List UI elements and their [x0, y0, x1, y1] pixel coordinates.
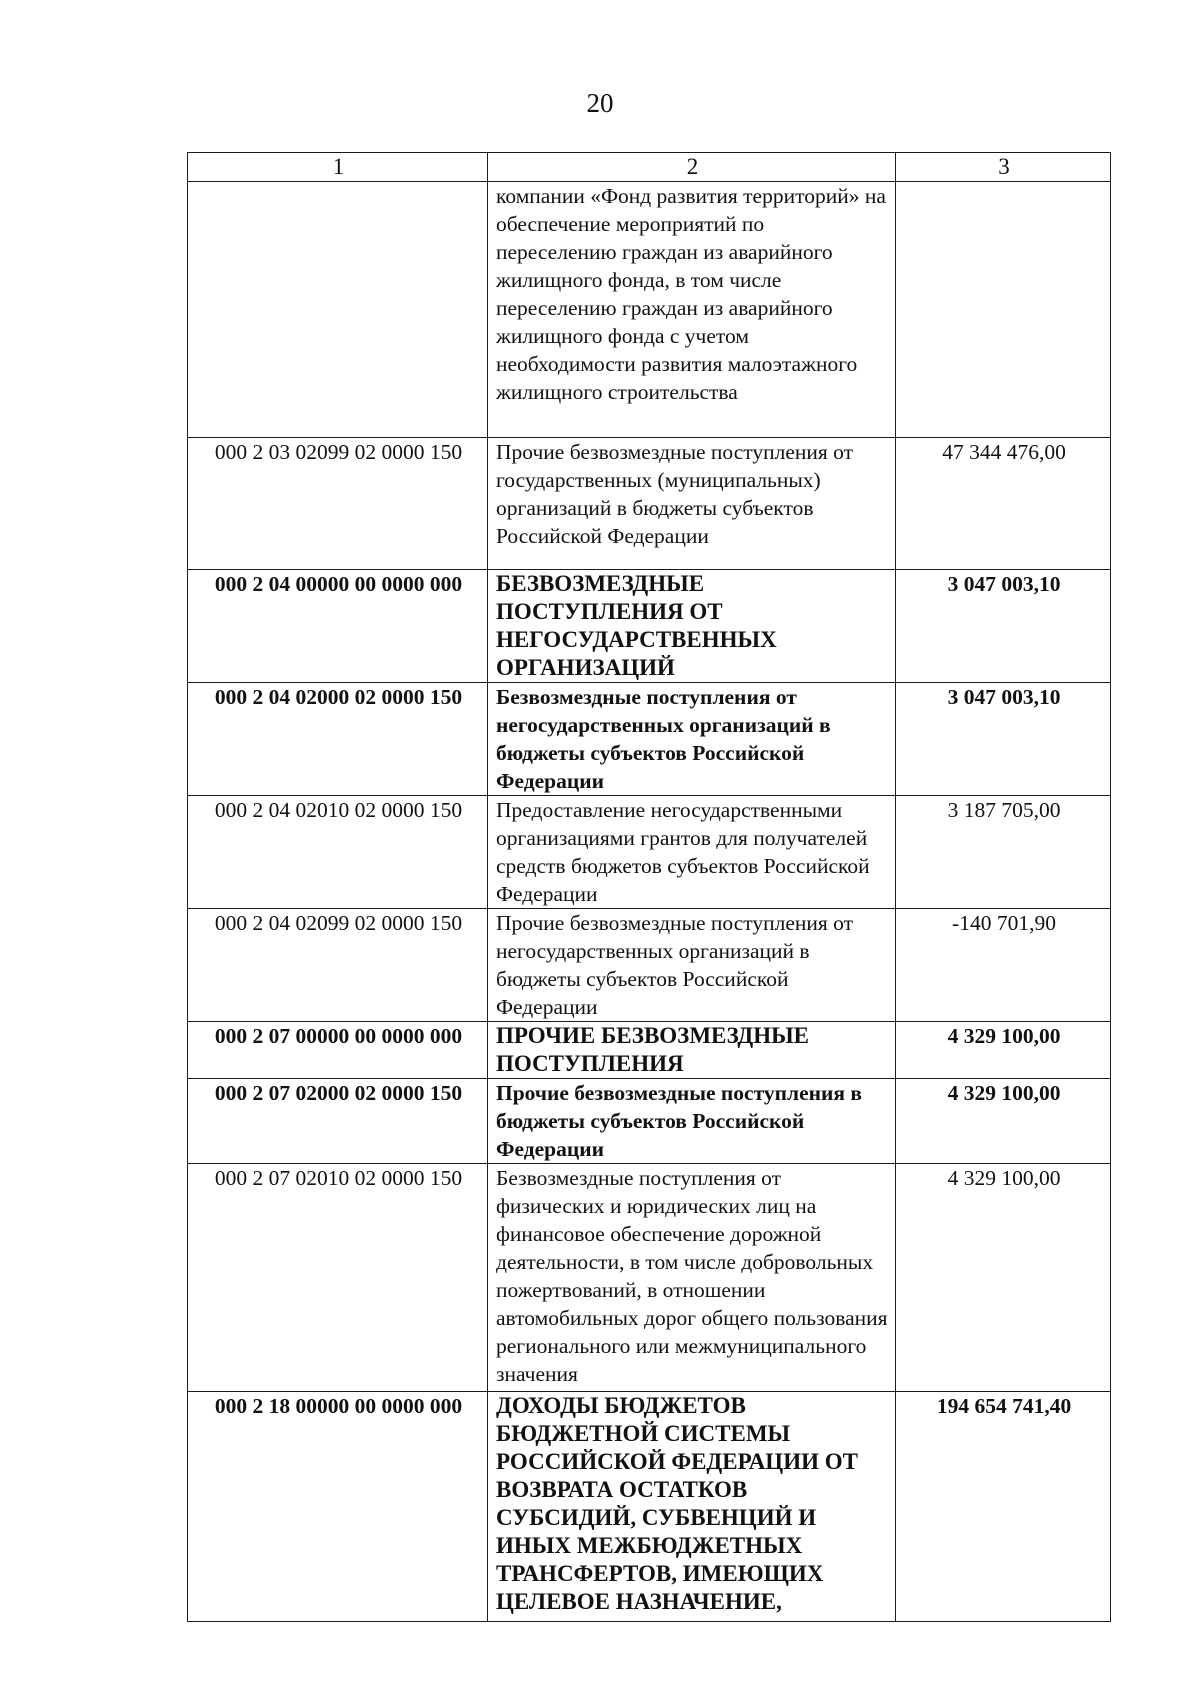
- table-row: [188, 1022, 1111, 1079]
- row-description: Предоставление негосударственными организациями грантов для получателей средств бюджетов субъектов Российской Федерации: [488, 796, 896, 909]
- row-code: 000 2 07 02010 02 0000 150: [188, 1164, 488, 1392]
- row-amount: 4 329 100,00: [896, 1079, 1111, 1164]
- row-description: Безвозмездные поступления от негосударственных организаций в бюджеты субъектов Российской Федерации: [488, 683, 896, 796]
- row-amount: -140 701,90: [896, 909, 1111, 1022]
- table-row: [188, 909, 1111, 1022]
- row-amount: 4 329 100,00: [896, 1022, 1111, 1079]
- row-amount: 4 329 100,00: [896, 1164, 1111, 1392]
- row-amount: 3 047 003,10: [896, 683, 1111, 796]
- row-description: Прочие безвозмездные поступления от негосударственных организаций в бюджеты субъектов Российской Федерации: [488, 909, 896, 1022]
- row-code: 000 2 07 02000 02 0000 150: [188, 1079, 488, 1164]
- table-row: [188, 182, 1111, 438]
- row-description: Безвозмездные поступления от физических и юридических лиц на финансовое обеспечение дорожной деятельности, в том числе добровольных пожертвований, в отношении автомобильных дорог общего пользования регионального или межмуниципального значения: [488, 1164, 896, 1392]
- row-code: 000 2 18 00000 00 0000 000: [188, 1392, 488, 1622]
- row-description: ПРОЧИЕ БЕЗВОЗМЕЗДНЫЕ ПОСТУПЛЕНИЯ: [488, 1022, 896, 1079]
- row-description: Прочие безвозмездные поступления в бюджеты субъектов Российской Федерации: [488, 1079, 896, 1164]
- table-row: [188, 570, 1111, 683]
- row-code: 000 2 07 00000 00 0000 000: [188, 1022, 488, 1079]
- row-amount: [896, 182, 1111, 438]
- table-row: [188, 683, 1111, 796]
- row-description: ДОХОДЫ БЮДЖЕТОВ БЮДЖЕТНОЙ СИСТЕМЫ РОССИЙСКОЙ ФЕДЕРАЦИИ ОТ ВОЗВРАТА ОСТАТКОВ СУБСИДИЙ, СУБВЕНЦИЙ И ИНЫХ МЕЖБЮДЖЕТНЫХ ТРАНСФЕРТОВ, ИМЕЮЩИХ ЦЕЛЕВОЕ НАЗНАЧЕНИЕ,: [488, 1392, 896, 1622]
- table-row: [188, 438, 1111, 570]
- table-row: [188, 1392, 1111, 1622]
- row-code: 000 2 04 00000 00 0000 000: [188, 570, 488, 683]
- table-row: [188, 1079, 1111, 1164]
- page-number: 20: [586, 88, 614, 118]
- row-amount: 3 047 003,10: [896, 570, 1111, 683]
- column-header-amount: 3: [896, 153, 1111, 182]
- table-row: [188, 796, 1111, 909]
- row-amount: 3 187 705,00: [896, 796, 1111, 909]
- table-header-row: [188, 153, 1111, 182]
- row-amount: 47 344 476,00: [896, 438, 1111, 570]
- row-description: компании «Фонд развития территорий» на обеспечение мероприятий по переселению граждан из аварийного жилищного фонда, в том числе переселению граждан из аварийного жилищного фонда с учетом необходимости развития малоэтажного жилищного строительства: [488, 182, 896, 438]
- row-description: БЕЗВОЗМЕЗДНЫЕ ПОСТУПЛЕНИЯ ОТ НЕГОСУДАРСТВЕННЫХ ОРГАНИЗАЦИЙ: [488, 570, 896, 683]
- column-header-description: 2: [488, 153, 896, 182]
- column-header-code: 1: [188, 153, 488, 182]
- row-code: 000 2 04 02099 02 0000 150: [188, 909, 488, 1022]
- revenue-table: [187, 152, 1111, 1622]
- row-code: 000 2 04 02010 02 0000 150: [188, 796, 488, 909]
- row-code: 000 2 04 02000 02 0000 150: [188, 683, 488, 796]
- row-code: [188, 182, 488, 438]
- table-row: [188, 1164, 1111, 1392]
- row-amount: 194 654 741,40: [896, 1392, 1111, 1622]
- row-code: 000 2 03 02099 02 0000 150: [188, 438, 488, 570]
- row-description: Прочие безвозмездные поступления от государственных (муниципальных) организаций в бюджеты субъектов Российской Федерации: [488, 438, 896, 570]
